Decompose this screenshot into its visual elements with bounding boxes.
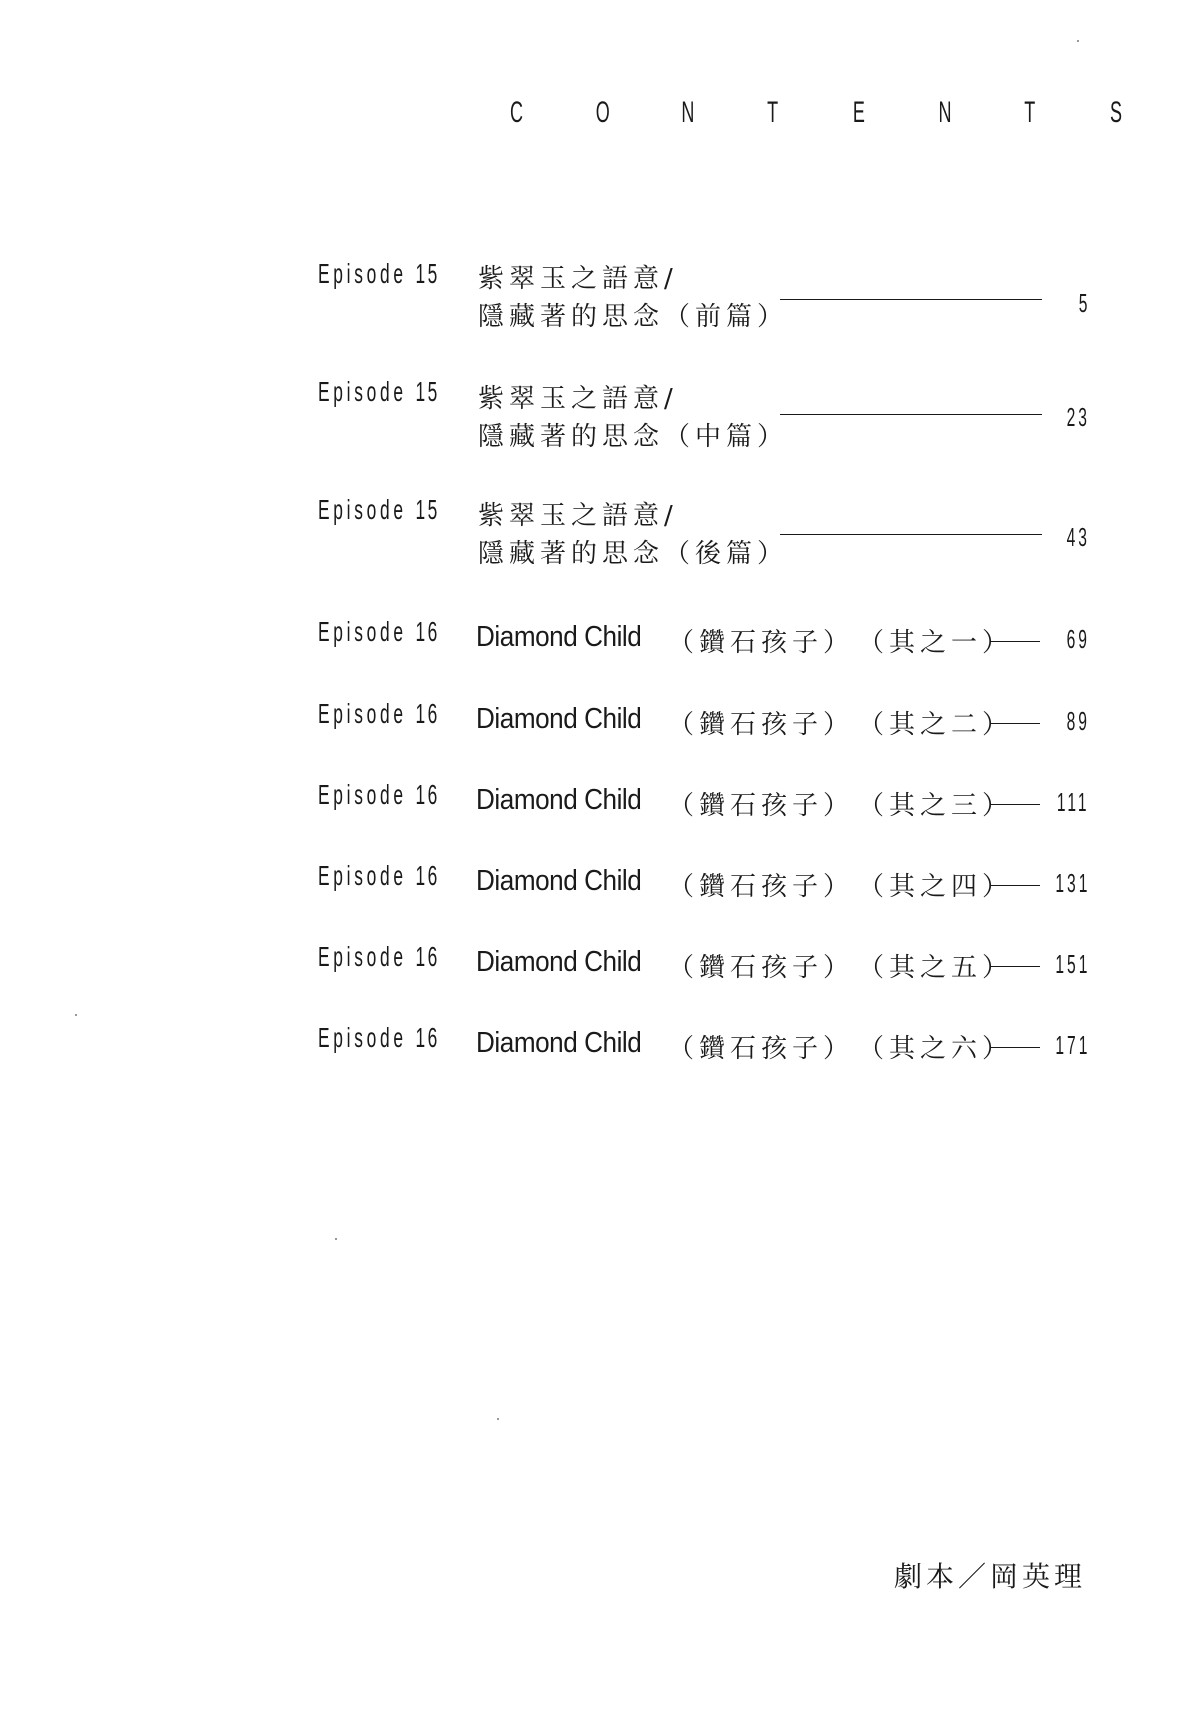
scan-speck <box>75 1014 77 1016</box>
leader-line <box>990 641 1040 642</box>
episode-label <box>318 616 440 648</box>
episode-word: Episode <box>318 258 407 289</box>
leader-line <box>990 1047 1040 1048</box>
title-line-2: 隱藏著的思念（後篇） <box>478 539 789 569</box>
episode-label <box>318 1022 440 1054</box>
title-line-2: 隱藏著的思念（前篇） <box>478 302 789 332</box>
leader-line <box>780 299 1042 300</box>
title-english: Diamond Child <box>476 784 642 816</box>
leader-line <box>990 966 1040 967</box>
episode-label <box>318 376 440 408</box>
page-number: 23 <box>1066 402 1090 432</box>
leader-line <box>780 534 1042 535</box>
page-number: 69 <box>1066 624 1090 654</box>
episode-number: 15 <box>415 258 440 289</box>
page-number: 131 <box>1054 868 1090 898</box>
title-line-1: 紫翠玉之語意/ <box>478 384 678 414</box>
episode-label <box>318 860 440 892</box>
page-number: 151 <box>1054 949 1090 979</box>
episode-label <box>318 941 440 973</box>
episode-number: 16 <box>415 1022 440 1053</box>
title-cjk: （鑽石孩子） <box>668 710 855 740</box>
title-english: Diamond Child <box>476 946 642 978</box>
episode-number: 15 <box>415 494 440 525</box>
episode-word: Episode <box>318 860 407 891</box>
title-english: Diamond Child <box>476 621 642 653</box>
contents-heading: C O N T E N T S <box>510 96 1122 129</box>
episode-label <box>318 698 440 730</box>
scan-speck <box>497 1418 499 1420</box>
leader-line <box>990 885 1040 886</box>
episode-word: Episode <box>318 941 407 972</box>
title-cjk: （鑽石孩子） <box>668 791 855 821</box>
part-label: （其之一） <box>858 628 1014 658</box>
scan-speck <box>335 1238 337 1240</box>
episode-number: 16 <box>415 698 440 729</box>
title-line-1: 紫翠玉之語意/ <box>478 264 678 294</box>
episode-label <box>318 258 440 290</box>
part-label: （其之三） <box>858 791 1014 821</box>
title-english: Diamond Child <box>476 865 642 897</box>
episode-number: 15 <box>415 376 440 407</box>
title-line-1: 紫翠玉之語意/ <box>478 501 678 531</box>
episode-label <box>318 779 440 811</box>
episode-number: 16 <box>415 860 440 891</box>
page-number: 111 <box>1057 787 1090 817</box>
title-english: Diamond Child <box>476 1027 642 1059</box>
part-label: （其之六） <box>858 1034 1014 1064</box>
part-label: （其之二） <box>858 710 1014 740</box>
part-label: （其之五） <box>858 953 1014 983</box>
episode-word: Episode <box>318 698 407 729</box>
title-cjk: （鑽石孩子） <box>668 872 855 902</box>
episode-word: Episode <box>318 616 407 647</box>
title-cjk: （鑽石孩子） <box>668 953 855 983</box>
leader-line <box>780 414 1042 415</box>
page-number: 171 <box>1054 1030 1090 1060</box>
title-english: Diamond Child <box>476 703 642 735</box>
page-number: 89 <box>1066 706 1090 736</box>
episode-number: 16 <box>415 779 440 810</box>
script-credit: 劇本／岡英理 <box>893 1560 1086 1593</box>
title-cjk: （鑽石孩子） <box>668 1034 855 1064</box>
episode-word: Episode <box>318 779 407 810</box>
page-number: 43 <box>1066 522 1090 552</box>
scan-speck <box>1077 40 1079 42</box>
episode-word: Episode <box>318 1022 407 1053</box>
episode-label <box>318 494 440 526</box>
page-number: 5 <box>1078 288 1090 318</box>
episode-number: 16 <box>415 616 440 647</box>
leader-line <box>990 804 1040 805</box>
title-line-2: 隱藏著的思念（中篇） <box>478 422 789 452</box>
episode-word: Episode <box>318 376 407 407</box>
leader-line <box>990 723 1040 724</box>
episode-number: 16 <box>415 941 440 972</box>
episode-word: Episode <box>318 494 407 525</box>
title-cjk: （鑽石孩子） <box>668 628 855 658</box>
part-label: （其之四） <box>858 872 1014 902</box>
